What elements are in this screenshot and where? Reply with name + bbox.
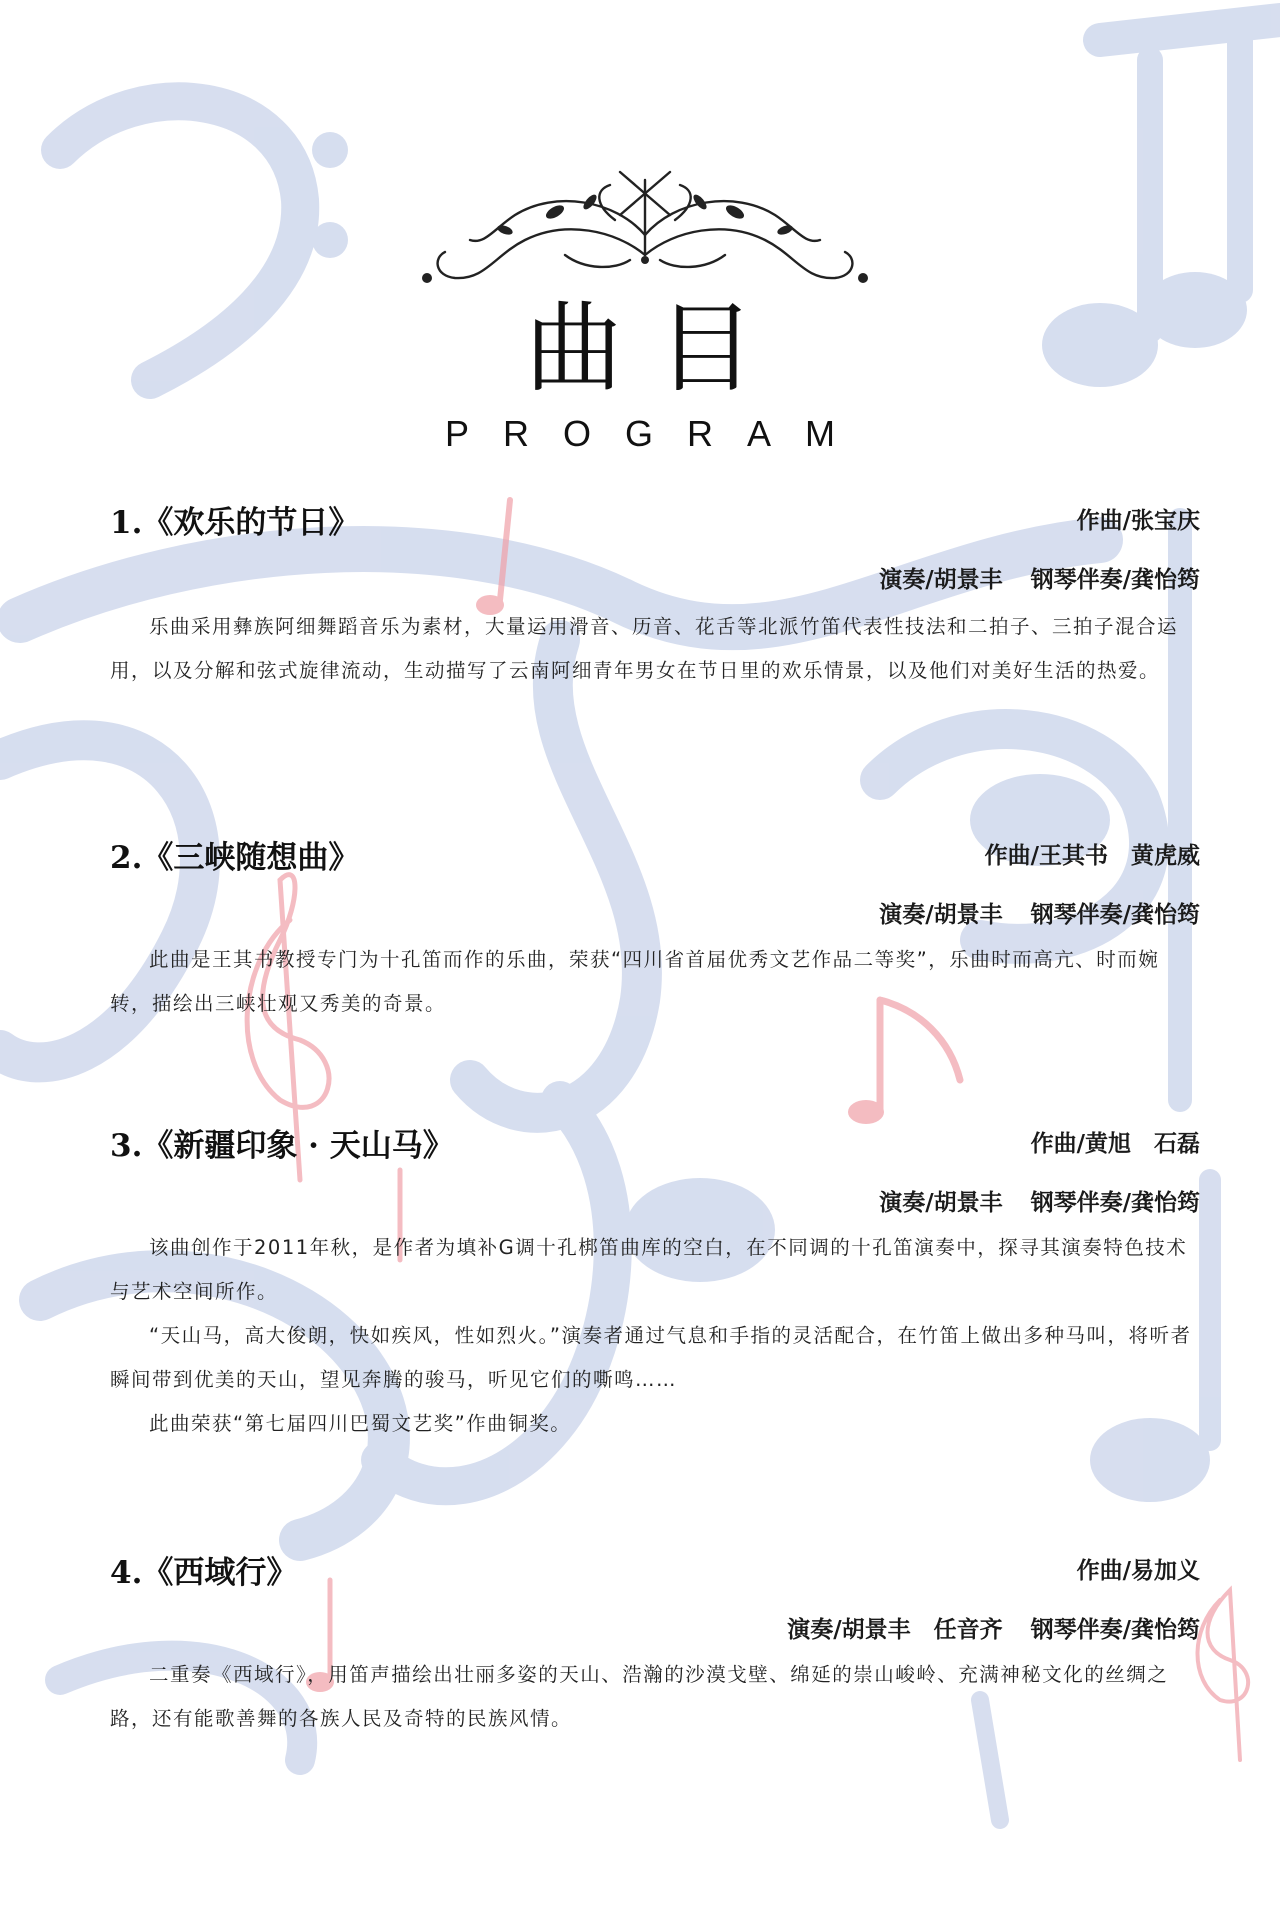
- program-item: [110, 832, 1200, 1026]
- page-title: 曲目: [524, 292, 789, 406]
- accompanist: 钢琴伴奏/龚怡筠: [1030, 1189, 1200, 1216]
- performer: 演奏/胡景丰: [879, 901, 1003, 928]
- piece-description: 二重奏《西域行》，用笛声描绘出壮丽多姿的天山、浩瀚的沙漠戈壁、绵延的崇山峻岭、充满神秘文化的丝绸之路，还有能歌善舞的各族人民及奇特的民族风情。: [110, 1663, 1169, 1730]
- performer: 演奏/胡景丰 任音齐: [787, 1616, 1003, 1643]
- piece-title: 1.《欢乐的节日》: [110, 505, 360, 541]
- piece-performers: [110, 1180, 1200, 1226]
- piece-composer: 作曲/黄旭 石磊: [1030, 1130, 1200, 1157]
- piece-title: 3.《新疆印象 · 天山马》: [110, 1128, 454, 1164]
- piece-title: 2.《三峡随想曲》: [110, 840, 360, 876]
- piece-description: “天山马，高大俊朗，快如疾风，性如烈火。”演奏者通过气息和手指的灵活配合，在竹笛上做出多种马叫，将听者瞬间带到优美的天山，望见奔腾的骏马，听见它们的嘶鸣……: [110, 1324, 1192, 1391]
- accompanist: 钢琴伴奏/龚怡筠: [1030, 1616, 1200, 1643]
- ornament-flourish: [415, 160, 875, 295]
- piece-composer: 作曲/王其书 黄虎威: [984, 842, 1200, 869]
- program-item: [110, 497, 1200, 693]
- performer: 演奏/胡景丰: [879, 566, 1003, 593]
- piece-performers: [110, 557, 1200, 603]
- performer: 演奏/胡景丰: [879, 1189, 1003, 1216]
- accompanist: 钢琴伴奏/龚怡筠: [1030, 901, 1200, 928]
- piece-performers: [110, 1607, 1200, 1653]
- piece-performers: [110, 892, 1200, 938]
- piece-composer: 作曲/张宝庆: [1076, 507, 1200, 534]
- piece-description: 该曲创作于2011年秋，是作者为填补G调十孔梆笛曲库的空白，在不同调的十孔笛演奏中，探寻其演奏特色技术与艺术空间所作。: [110, 1236, 1188, 1303]
- program-item: [110, 1547, 1200, 1741]
- accompanist: 钢琴伴奏/龚怡筠: [1030, 566, 1200, 593]
- page-subtitle: PROGRAM: [444, 413, 869, 454]
- piece-composer: 作曲/易加义: [1076, 1557, 1200, 1584]
- piece-description: 此曲荣获“第七届四川巴蜀文艺奖”作曲铜奖。: [149, 1412, 572, 1435]
- piece-description: 此曲是王其书教授专门为十孔笛而作的乐曲，荣获“四川省首届优秀文艺作品二等奖”，乐曲时而高亢、时而婉转，描绘出三峡壮观又秀美的奇景。: [110, 948, 1160, 1015]
- piece-description: 乐曲采用彝族阿细舞蹈音乐为素材，大量运用滑音、历音、花舌等北派竹笛代表性技法和二拍子、三拍子混合运用，以及分解和弦式旋律流动，生动描写了云南阿细青年男女在节日里的欢乐情景，以及他们对美好生活的热爱。: [110, 615, 1179, 682]
- program-item: [110, 1120, 1200, 1446]
- piece-title: 4.《西域行》: [110, 1555, 298, 1591]
